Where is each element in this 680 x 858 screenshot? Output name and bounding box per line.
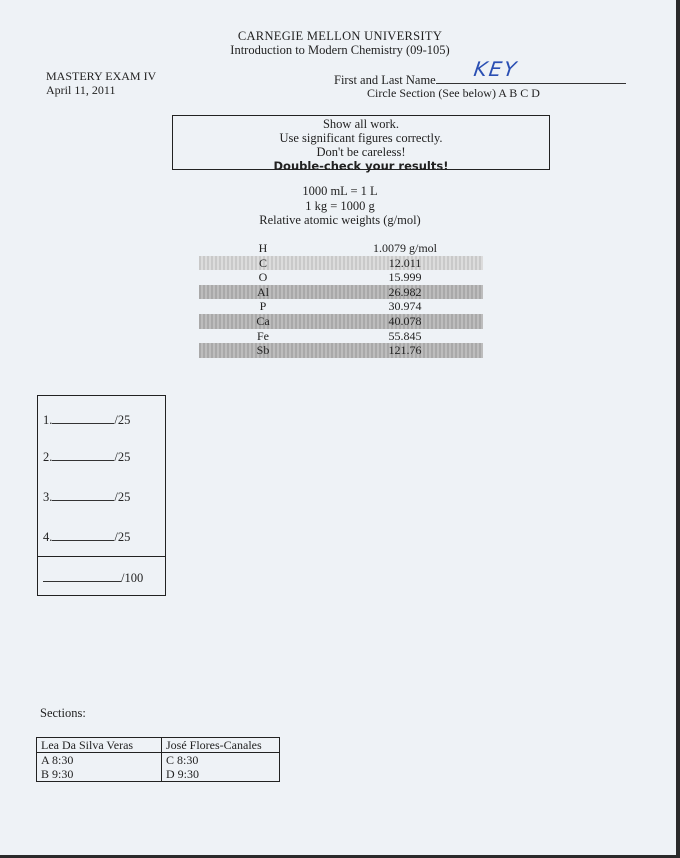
table-row [199,285,483,300]
conversion-factors [0,184,680,228]
max-points: /25 [114,490,131,504]
university-name: CARNEGIE MELLON UNIVERSITY [237,29,443,43]
sections-label: Sections: [40,706,86,720]
score-field[interactable] [52,529,114,541]
element-weight: 26.982 [388,284,422,299]
table-row [199,329,483,344]
conversion-mass: 1 kg = 1000 g [305,198,375,213]
total-score-field[interactable] [43,570,121,582]
element-symbol: P [259,299,267,314]
question-number: 2. [43,450,53,464]
score-row-q4 [43,529,130,545]
element-symbol: Sb [256,343,270,358]
instruction-emphasis: Double-check your results! [273,159,449,173]
element-symbol: C [258,255,267,270]
sections-table [36,737,280,782]
element-weight: 1.0079 g/mol [372,241,437,255]
element-weight: 40.078 [388,313,422,328]
atomic-weights-table [199,241,483,358]
score-box [37,395,166,596]
score-row-q1 [43,412,130,428]
section-time: D 9:30 [162,767,280,782]
table-row [199,314,483,329]
table-row [199,241,483,256]
name-value-handwritten: KEY [472,57,520,81]
max-points: /25 [114,530,131,544]
element-weight: 12.011 [388,255,422,270]
instructor-name: José Flores-Canales [162,738,280,753]
table-row [199,299,483,314]
max-points-total: /100 [121,571,144,585]
section-time: A 8:30 [37,753,162,768]
element-weight: 30.974 [388,299,422,314]
score-row-total [43,570,143,586]
element-symbol: H [258,241,268,255]
instruction-line: Use significant figures correctly. [279,131,443,145]
atomic-weights-heading: Relative atomic weights (g/mol) [259,213,421,227]
question-number: 1. [43,413,53,427]
name-field[interactable] [436,57,626,84]
element-symbol: O [258,270,268,285]
element-weight: 121.76 [388,343,422,358]
score-field[interactable] [52,412,114,424]
score-field[interactable] [52,489,114,501]
section-time: B 9:30 [37,767,162,782]
instruction-line: Show all work. [322,117,400,131]
question-number: 3. [43,490,53,504]
question-number: 4. [43,530,53,544]
table-row [199,343,483,358]
exam-info [46,69,156,97]
conversion-volume: 1000 mL = 1 L [302,184,378,198]
table-row [37,738,280,753]
exam-date: April 11, 2011 [46,83,116,97]
element-weight: 55.845 [388,328,422,343]
name-label: First and Last Name [334,73,436,87]
instruction-line: Don't be careless! [316,145,406,159]
course-title: Introduction to Modern Chemistry (09-105) [230,43,450,57]
score-divider [38,556,165,557]
table-row [199,270,483,285]
score-field[interactable] [52,449,114,461]
max-points: /25 [114,413,131,427]
section-prompt: Circle Section (See below) A B C D [367,86,540,100]
table-row [37,767,280,782]
element-symbol: Al [257,284,269,299]
element-symbol: Fe [257,328,269,343]
element-weight: 15.999 [388,270,422,285]
element-symbol: Ca [256,313,270,328]
table-row [37,753,280,768]
score-row-q3 [43,489,130,505]
instructor-name: Lea Da Silva Veras [37,738,162,753]
max-points: /25 [114,450,131,464]
table-row [199,256,483,271]
scan-edge-right [676,0,680,858]
instructions-box [172,115,550,173]
score-row-q2 [43,449,130,465]
exam-title: MASTERY EXAM IV [46,69,157,83]
section-time: C 8:30 [162,753,280,768]
